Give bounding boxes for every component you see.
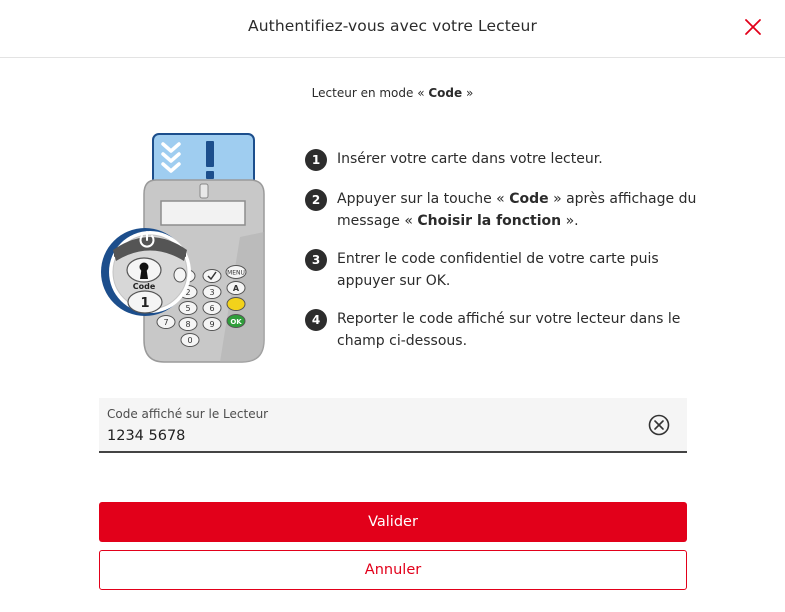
step-text: Reporter le code affiché sur votre lecteur dans le champ ci-dessous. — [337, 311, 681, 349]
validate-button[interactable]: Valider — [99, 502, 687, 542]
key-label: 3 — [209, 288, 215, 297]
reader-code-input[interactable] — [107, 425, 627, 447]
cancel-button[interactable]: Annuler — [99, 550, 687, 590]
card-slot-icon — [200, 184, 208, 198]
key-label: 8 — [185, 320, 191, 329]
step-4 — [305, 308, 705, 352]
step-number-badge: 3 — [305, 249, 327, 271]
reader-mode-text — [0, 86, 785, 100]
step-2 — [305, 188, 705, 232]
correction-key — [227, 298, 245, 311]
key-label: A — [232, 284, 240, 293]
key-label: 7 — [163, 318, 169, 327]
key-label: 0 — [187, 336, 193, 345]
card-reader-graphic — [100, 132, 270, 368]
code-key-label: Code — [132, 282, 156, 291]
step-text: Appuyer sur la touche « — [337, 191, 510, 207]
dialog-title: Authentifiez-vous avec votre Lecteur — [248, 17, 537, 35]
step-number-badge: 2 — [305, 189, 327, 211]
reader-code-field — [99, 398, 687, 453]
reader-screen — [161, 201, 245, 225]
step-text-bold: Choisir la fonction — [417, 213, 562, 229]
clear-circle-x-icon — [647, 413, 671, 437]
key-label: 6 — [209, 304, 215, 313]
warning-exclamation-icon — [206, 141, 214, 179]
step-3 — [305, 248, 705, 292]
close-icon — [741, 15, 765, 39]
check-key — [203, 270, 221, 283]
mode-prefix: Lecteur en mode « — [311, 86, 429, 100]
step-text: ». — [561, 213, 579, 229]
key-label: OK — [230, 318, 242, 326]
step-text: Insérer votre carte dans votre lecteur. — [337, 151, 603, 167]
step-text: Entrer le code confidentiel de votre carte puis appuyer sur OK. — [337, 251, 659, 289]
step-number-badge: 4 — [305, 309, 327, 331]
mode-suffix: » — [462, 86, 474, 100]
key-label: 5 — [185, 304, 191, 313]
key-label: 2 — [185, 288, 191, 297]
step-1 — [305, 148, 603, 170]
key-label: MENU — [227, 269, 245, 277]
one-key-label: 1 — [140, 296, 150, 311]
card-reader-illustration — [100, 132, 270, 368]
close-button[interactable] — [741, 15, 765, 39]
step-text-bold: Code — [509, 191, 549, 207]
reader-code-label: Code affiché sur le Lecteur — [107, 407, 269, 421]
key-label: 9 — [209, 320, 215, 329]
step-text: » après affichage du message « — [337, 191, 697, 229]
dialog-header — [0, 0, 785, 58]
step-number-badge: 1 — [305, 149, 327, 171]
mode-name: Code — [428, 86, 463, 100]
clear-input-button[interactable] — [647, 413, 671, 437]
